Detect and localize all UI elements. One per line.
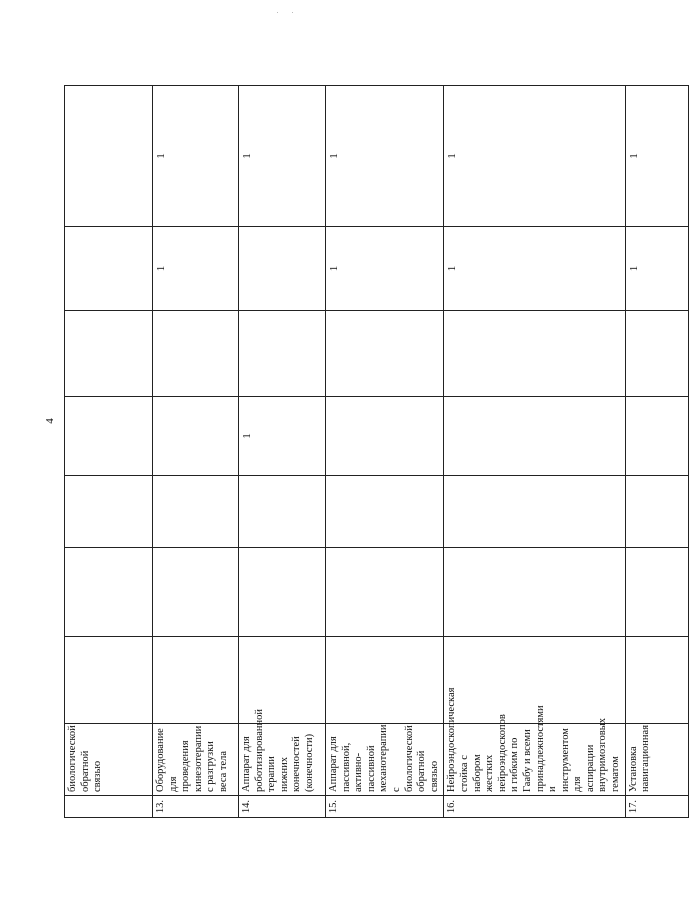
table-row [65, 86, 153, 818]
quantity-cell [444, 476, 625, 548]
quantity-cell [326, 548, 444, 637]
quantity-cell [625, 311, 688, 397]
scan-speck [277, 12, 278, 13]
quantity-cell [65, 227, 153, 311]
quantity-cell [444, 397, 625, 476]
quantity-cell [153, 548, 239, 637]
equipment-name-cell: Оборудование для проведения кинезотерапии с разгрузки веса тела [153, 724, 239, 796]
quantity-cell [153, 476, 239, 548]
equipment-name-cell: Нейроэндоскопическая стойка с набором жестких нейроэндоскопов и гибким по Гаабу и всеми принадлежностями и инструментом для аспирации внутримозговых гематом [444, 724, 625, 796]
page-number: 4 [44, 418, 56, 424]
table-row [239, 86, 326, 818]
quantity-cell [239, 637, 326, 724]
quantity-cell [239, 476, 326, 548]
quantity-cell [153, 637, 239, 724]
row-number-cell: 16. [444, 796, 625, 818]
equipment-name-cell: Аппарат для роботизированной терапии нижних конечностей (конечности) [239, 724, 326, 796]
table-row [444, 86, 625, 818]
equipment-name-cell: Установка навигационная [625, 724, 688, 796]
quantity-cell [65, 311, 153, 397]
quantity-cell [239, 548, 326, 637]
equipment-name-cell: биологической обратной связью [65, 724, 153, 796]
table-row [625, 86, 688, 818]
rotated-table-container [64, 86, 652, 818]
quantity-cell [326, 311, 444, 397]
quantity-cell [326, 476, 444, 548]
row-number-cell: 15. [326, 796, 444, 818]
quantity-cell [625, 397, 688, 476]
row-number-cell [65, 796, 153, 818]
quantity-cell [444, 311, 625, 397]
quantity-cell [65, 397, 153, 476]
quantity-cell [326, 397, 444, 476]
quantity-cell [65, 476, 153, 548]
document-page [64, 86, 652, 818]
equipment-table [64, 85, 689, 818]
quantity-cell [65, 86, 153, 227]
quantity-cell: 1 [326, 227, 444, 311]
quantity-cell: 1 [326, 86, 444, 227]
quantity-cell [65, 637, 153, 724]
quantity-cell: 1 [625, 227, 688, 311]
quantity-cell [444, 548, 625, 637]
table-row [153, 86, 239, 818]
quantity-cell [65, 548, 153, 637]
quantity-cell [239, 227, 326, 311]
quantity-cell [239, 311, 326, 397]
quantity-cell [625, 637, 688, 724]
quantity-cell: 1 [625, 86, 688, 227]
row-number-cell: 17. [625, 796, 688, 818]
quantity-cell: 1 [239, 86, 326, 227]
row-number-cell: 14. [239, 796, 326, 818]
quantity-cell [153, 311, 239, 397]
quantity-cell: 1 [153, 227, 239, 311]
quantity-cell [153, 397, 239, 476]
quantity-cell: 1 [444, 86, 625, 227]
quantity-cell: 1 [444, 227, 625, 311]
table-row [326, 86, 444, 818]
quantity-cell [625, 476, 688, 548]
row-number-cell: 13. [153, 796, 239, 818]
quantity-cell: 1 [153, 86, 239, 227]
equipment-name-cell: Аппарат для пассивной, активно-пассивной механотерапии с биологической обратной связью [326, 724, 444, 796]
quantity-cell: 1 [239, 397, 326, 476]
scan-speck [292, 12, 293, 13]
quantity-cell [625, 548, 688, 637]
quantity-cell [326, 637, 444, 724]
